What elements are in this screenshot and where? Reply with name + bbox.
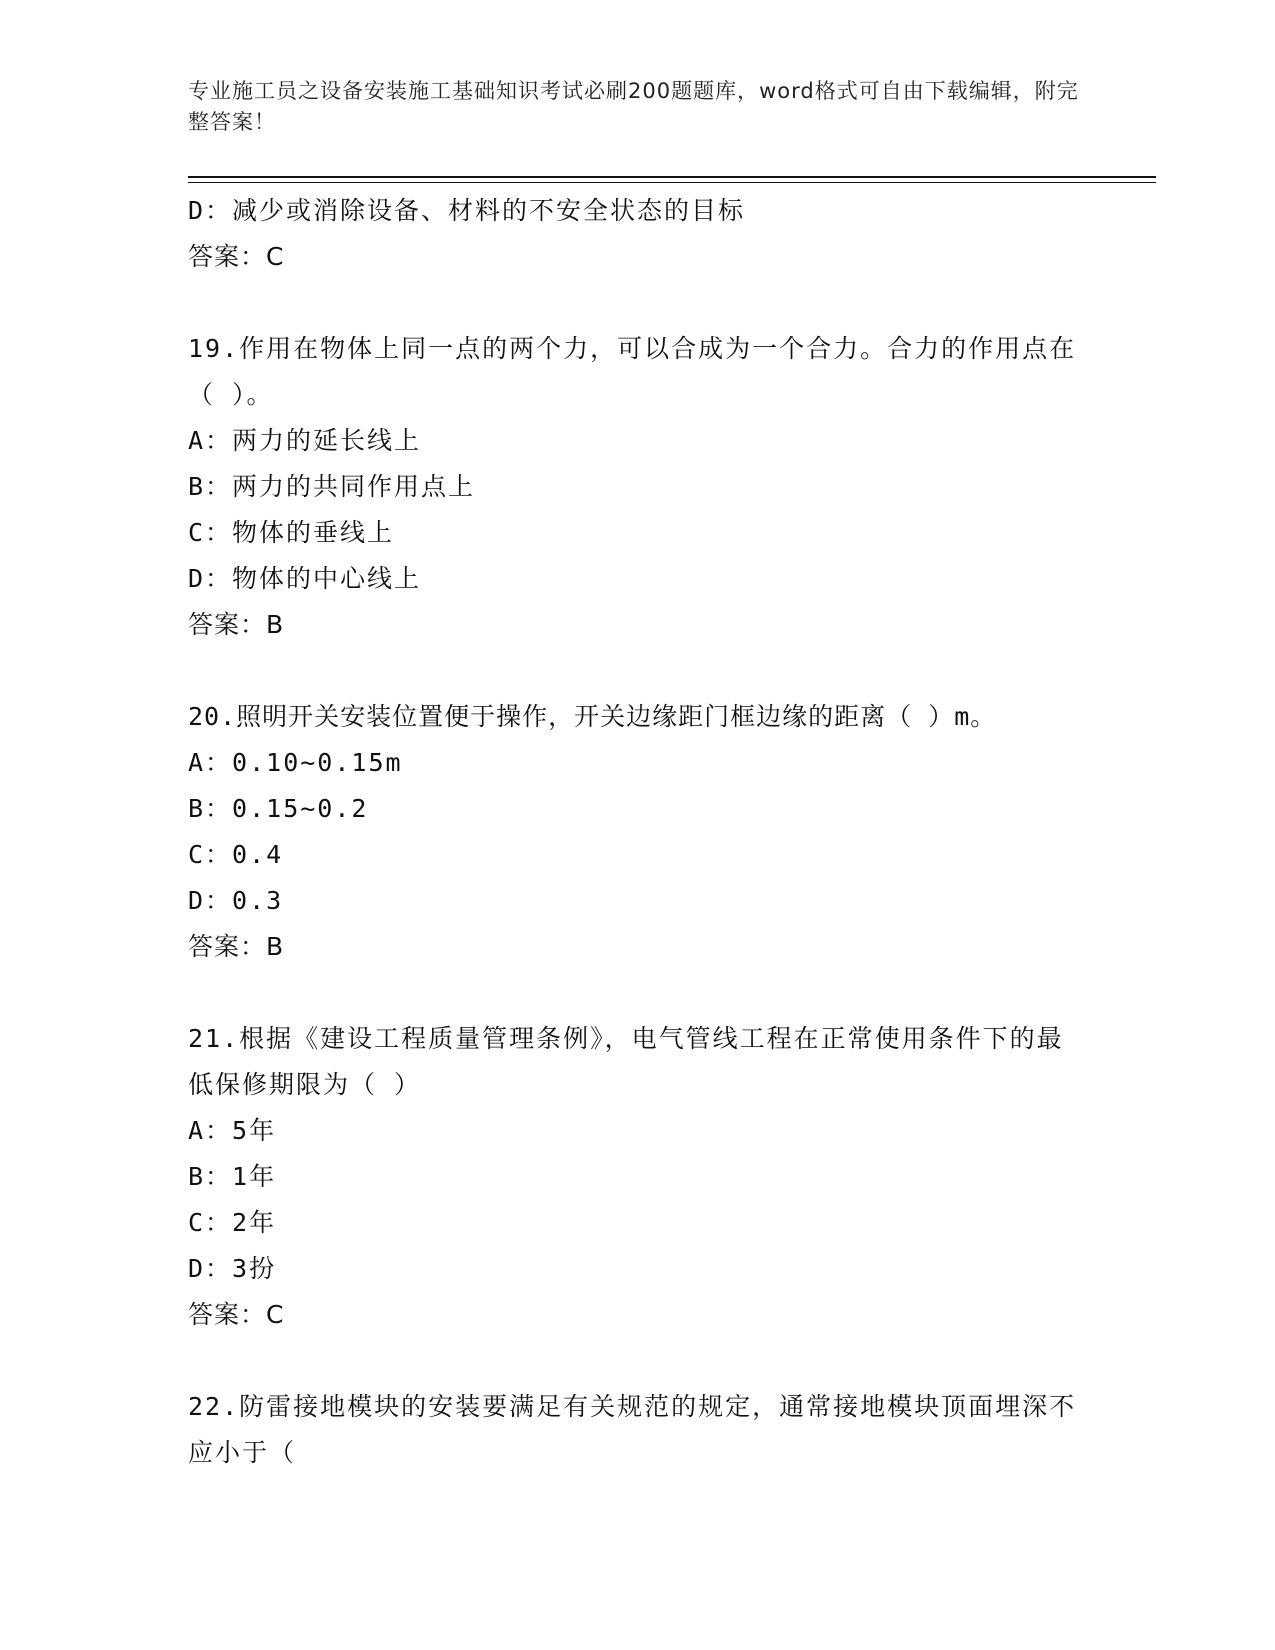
option-a: A：两力的延长线上 [188,426,422,455]
spacer [188,648,1088,694]
answer-line: 答案：C [188,1300,285,1329]
option-a: A：0.10~0.15m [188,748,403,777]
option-c: C：0.4 [188,840,284,869]
answer-line: 答案：C [188,242,285,271]
option-c: C：物体的垂线上 [188,518,395,547]
option-b: B：两力的共同作用点上 [188,472,476,501]
answer-line: 答案：B [188,610,285,639]
option-b: B：1年 [188,1162,277,1191]
question-text: 22.防雷接地模块的安装要满足有关规范的规定，通常接地模块顶面埋深不应小于（ [188,1392,1077,1467]
question-19 [188,326,1088,648]
header-divider-thin [188,182,1156,183]
question-20 [188,694,1088,970]
option-b: B：0.15~0.2 [188,794,369,823]
question-list [188,188,1088,1476]
question-21 [188,1016,1088,1338]
header-divider-thick [188,176,1156,178]
option-a: A：5年 [188,1116,277,1145]
spacer [188,280,1088,326]
question-text: 19.作用在物体上同一点的两个力，可以合成为一个合力。合力的作用点在（ ）。 [188,334,1077,409]
spacer [188,1338,1088,1384]
option-d: D：减少或消除设备、材料的不安全状态的目标 [188,196,746,225]
question-text: 21.根据《建设工程质量管理条例》，电气管线工程在正常使用条件下的最低保修期限为（ ） [188,1024,1064,1099]
option-d: D：3扮 [188,1254,277,1283]
option-c: C：2年 [188,1208,277,1237]
option-d: D：物体的中心线上 [188,564,422,593]
question-22 [188,1384,1088,1476]
option-d: D：0.3 [188,886,284,915]
answer-line: 答案：B [188,932,285,961]
document-header: 专业施工员之设备安装施工基础知识考试必刷200题题库，word格式可自由下载编辑，附完整答案！ [188,79,1079,134]
spacer [188,970,1088,1016]
question-text: 20.照明开关安装位置便于操作，开关边缘距门框边缘的距离（ ）m。 [188,702,997,731]
